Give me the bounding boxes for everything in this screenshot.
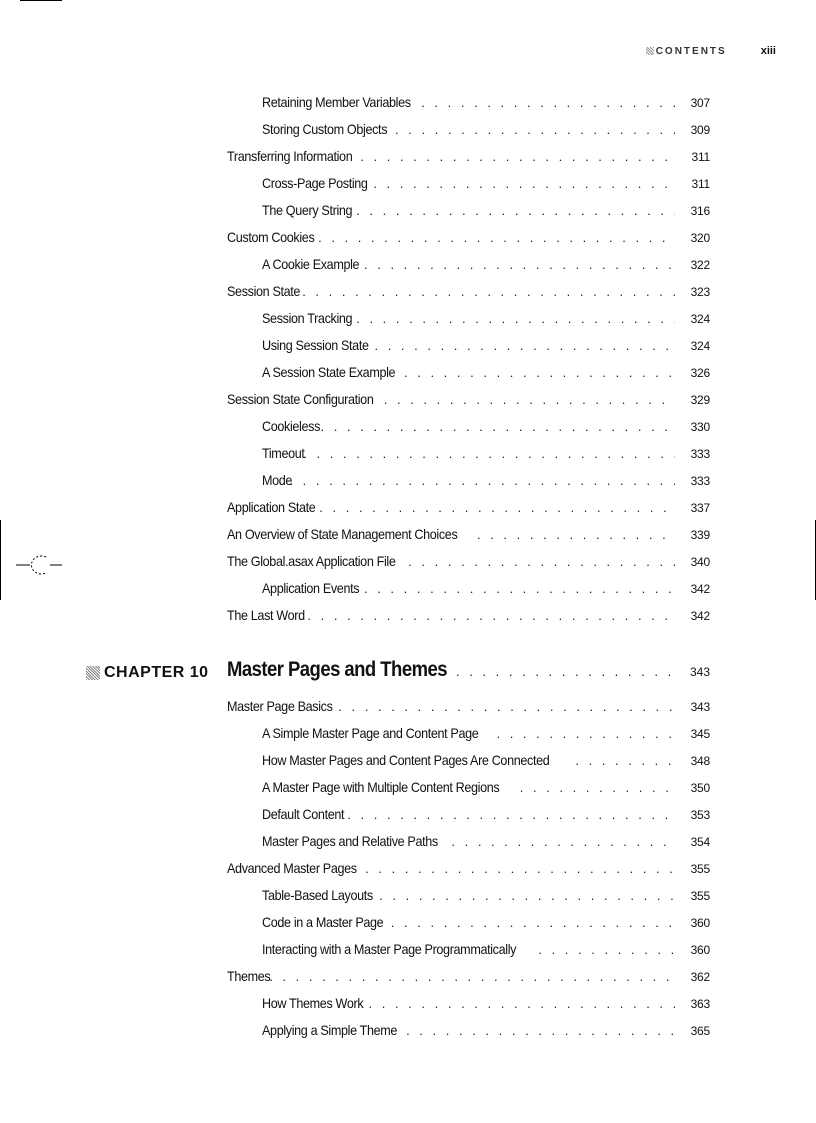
toc-entry-title: Cross-Page Posting — [262, 175, 368, 191]
toc-entry — [0, 1022, 816, 1049]
toc-entry-page: 324 — [690, 339, 710, 353]
toc-entry — [0, 391, 816, 418]
toc-entry — [0, 148, 816, 175]
toc-entry — [0, 995, 816, 1022]
toc-entry-page: 324 — [690, 312, 710, 326]
toc-entry-page: 342 — [690, 582, 710, 596]
dot-leader — [360, 149, 675, 164]
dot-leader — [364, 581, 675, 596]
dot-leader — [347, 807, 675, 822]
toc-entry — [0, 779, 816, 806]
dot-leader — [356, 203, 675, 218]
toc-entry — [0, 941, 816, 968]
toc-entry-page: 322 — [690, 258, 710, 272]
toc-entry-page: 360 — [690, 916, 710, 930]
dot-leader — [369, 996, 675, 1011]
toc-entry-page: 329 — [690, 393, 710, 407]
toc-entry-page: 355 — [690, 889, 710, 903]
chapter-heading — [0, 654, 816, 694]
toc-list — [0, 94, 816, 634]
dot-leader — [303, 446, 675, 461]
chapter-mark-icon — [86, 666, 100, 680]
toc-entry-title: Session State Configuration — [227, 391, 374, 407]
toc-entry — [0, 418, 816, 445]
toc-entry-title: Storing Custom Objects — [262, 121, 388, 137]
chapter-title: Master Pages and Themes — [227, 658, 447, 681]
dot-leader — [320, 419, 675, 434]
toc-entry-title: How Themes Work — [262, 995, 364, 1011]
toc-entry — [0, 526, 816, 553]
toc-entry-title: Interacting with a Master Page Programmatically — [262, 941, 517, 957]
toc-entry-title: Advanced Master Pages — [227, 860, 357, 876]
toc-entry — [0, 256, 816, 283]
crop-mark-top — [20, 0, 62, 1]
toc-entry — [0, 806, 816, 833]
toc-entry-title: The Query String — [262, 202, 353, 218]
toc-entry-title: Application Events — [262, 580, 360, 596]
toc-entry-page: 316 — [690, 204, 710, 218]
toc-entry-title: Master Pages and Relative Paths — [262, 833, 438, 849]
toc-entry-title: Application State — [227, 499, 316, 515]
toc-entry — [0, 445, 816, 472]
dot-leader — [373, 176, 675, 191]
dot-leader — [269, 969, 675, 984]
toc-entry — [0, 698, 816, 725]
toc-entry — [0, 94, 816, 121]
dot-leader — [520, 780, 675, 795]
toc-entry — [0, 310, 816, 337]
toc-entry-page: 311 — [691, 177, 710, 191]
toc-entry-title: A Session State Example — [262, 364, 396, 380]
dot-leader — [404, 365, 675, 380]
toc-entry-title: Mode — [262, 472, 293, 488]
toc-entry-page: 323 — [690, 285, 710, 299]
dot-leader — [496, 726, 675, 741]
dot-leader — [384, 392, 675, 407]
toc-entry — [0, 887, 816, 914]
toc-entry — [0, 121, 816, 148]
page-number: xiii — [760, 45, 776, 57]
toc-entry — [0, 364, 816, 391]
toc-entry-page: 354 — [690, 835, 710, 849]
toc-entry-page: 330 — [690, 420, 710, 434]
toc-entry-page: 362 — [690, 970, 710, 984]
toc-entry-title: Session State — [227, 283, 301, 299]
dot-leader — [307, 608, 675, 623]
dot-leader — [364, 257, 675, 272]
toc-entry-title: Custom Cookies — [227, 229, 315, 245]
toc-entry — [0, 472, 816, 499]
toc-entry — [0, 283, 816, 310]
dot-leader — [395, 122, 675, 137]
toc-entry-title: A Simple Master Page and Content Page — [262, 725, 479, 741]
toc-entry-title: Timeout — [262, 445, 305, 461]
toc-entry-page: 333 — [690, 474, 710, 488]
dot-leader — [477, 527, 675, 542]
dot-leader — [302, 284, 675, 299]
toc-entry-page: 345 — [690, 727, 710, 741]
dot-leader — [289, 473, 675, 488]
toc-entry-title: How Master Pages and Content Pages Are Connected — [262, 752, 550, 768]
toc-entry-page: 340 — [690, 555, 710, 569]
toc-entry-page: 333 — [690, 447, 710, 461]
chapter-label: CHAPTER 10 — [104, 664, 209, 681]
toc-entry-title: Applying a Simple Theme — [262, 1022, 398, 1038]
toc-entry-title: Cookieless — [262, 418, 321, 434]
dot-leader — [379, 888, 675, 903]
chapter-page: 343 — [689, 665, 710, 679]
toc-entry-page: 355 — [690, 862, 710, 876]
dot-leader — [408, 554, 675, 569]
toc-entry-title: Using Session State — [262, 337, 369, 353]
toc-entry-title: Session Tracking — [262, 310, 353, 326]
toc-entry-page: 311 — [691, 150, 710, 164]
toc-entry-page: 309 — [690, 123, 710, 137]
dot-leader — [575, 753, 675, 768]
toc-entry-title: Themes — [227, 968, 271, 984]
toc-entry — [0, 833, 816, 860]
toc-entry-title: Retaining Member Variables — [262, 94, 411, 110]
toc-entry-page: 307 — [690, 96, 710, 110]
toc-entry-title: A Master Page with Multiple Content Regions — [262, 779, 500, 795]
toc-entry-page: 339 — [690, 528, 710, 542]
toc-entry — [0, 175, 816, 202]
toc-entry — [0, 553, 816, 580]
toc-entry-page: 363 — [690, 997, 710, 1011]
toc-entry-page: 320 — [690, 231, 710, 245]
toc-entry — [0, 968, 816, 995]
toc-entry-title: Table-Based Layouts — [262, 887, 373, 903]
toc-entry — [0, 499, 816, 526]
section-mark-icon — [646, 47, 654, 55]
toc-list-chapter-10 — [0, 698, 816, 1049]
toc-entry-title: Code in a Master Page — [262, 914, 384, 930]
dot-leader — [538, 942, 675, 957]
toc-entry — [0, 752, 816, 779]
dot-leader — [356, 311, 675, 326]
toc-entry-title: A Cookie Example — [262, 256, 360, 272]
toc-entry — [0, 337, 816, 364]
dot-leader — [451, 834, 675, 849]
dot-leader — [318, 230, 675, 245]
toc-entry-page: 343 — [690, 700, 710, 714]
toc-entry-title: The Global.asax Application File — [227, 553, 396, 569]
toc-entry-page: 342 — [690, 609, 710, 623]
toc-entry-title: Default Content — [262, 806, 345, 822]
dot-leader — [338, 699, 675, 714]
toc-entry — [0, 725, 816, 752]
toc-entry-title: The Last Word — [227, 607, 305, 623]
toc-entry-page: 348 — [690, 754, 710, 768]
toc-entry-page: 337 — [690, 501, 710, 515]
section-label: CONTENTS — [655, 45, 727, 57]
toc-entry-page: 350 — [690, 781, 710, 795]
chapter-title-row — [227, 658, 710, 682]
toc-entry-page: 365 — [690, 1024, 710, 1038]
toc-entry — [0, 607, 816, 634]
running-head — [646, 44, 776, 58]
toc-entry — [0, 580, 816, 607]
toc-entry-page: 360 — [690, 943, 710, 957]
toc-entry-title: Transferring Information — [227, 148, 353, 164]
toc-entry-title: An Overview of State Management Choices — [227, 526, 458, 542]
toc-entry — [0, 229, 816, 256]
toc-entry-page: 353 — [690, 808, 710, 822]
dot-leader — [374, 338, 675, 353]
toc-entry — [0, 202, 816, 229]
dot-leader — [421, 95, 675, 110]
dot-leader — [319, 500, 675, 515]
dot-leader — [406, 1023, 675, 1038]
toc-entry — [0, 860, 816, 887]
toc-entry-page: 326 — [690, 366, 710, 380]
dot-leader — [365, 861, 675, 876]
dot-leader — [456, 664, 675, 679]
dot-leader — [391, 915, 675, 930]
toc-entry — [0, 914, 816, 941]
toc-entry-title: Master Page Basics — [227, 698, 333, 714]
